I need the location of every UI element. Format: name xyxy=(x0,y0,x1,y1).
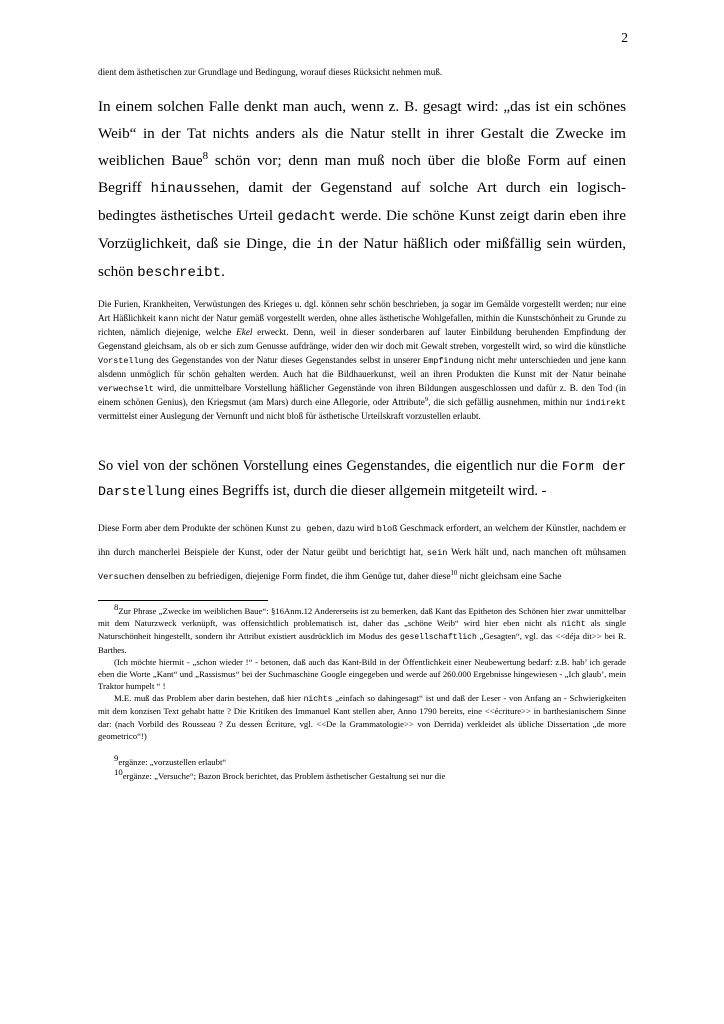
note1-italic-ekel: Ekel xyxy=(236,326,253,337)
footnote-8-mono-gesellschaftlich: gesellschaftlich xyxy=(399,633,477,643)
note-paragraph-2 xyxy=(98,518,626,590)
main-p1-part-a: In einem solchen Falle denkt man auch, wenn z. B. gesagt wird: „das ist ein schönes Weib“ in der Tat nichts anders als die Natur stellt in ihrer Gestalt die Zwecke im weiblichen Baue xyxy=(98,98,626,170)
footnote-ref-9[interactable]: 9 xyxy=(424,395,429,403)
note1-part-d: des Gegenstandes von der Natur dieses Gegenstandes selbst in unserer xyxy=(153,354,424,365)
footnote-separator xyxy=(98,600,268,601)
main-paragraph-1 xyxy=(98,93,626,286)
footnote-8-p3-mono-nichts: nichts xyxy=(303,695,333,705)
note1-part-h: vermittelst einer Auslegung der Vernunft und nicht bloß für ästhetische Urteilskraft vorzustellen erlaubt. xyxy=(98,410,481,421)
note1-part-b: nicht der Natur gemäß vorgestellt werden, ohne alles ästhetische Wohlgefallen, mithin die Kunstschönheit zu Grunde zu richten, nämlich diejenige, welche xyxy=(98,312,627,337)
page-number: 2 xyxy=(621,30,628,45)
main-p2-part-b: eines Begriffs ist, durch die dieser allgemein mitgeteilt wird. - xyxy=(185,482,547,499)
main-p1-part-e: der Natur häßlich oder mißfällig sein würden, schön xyxy=(98,234,626,280)
main-p1-mono-hinaus: hinaus xyxy=(150,181,201,198)
footnote-8-part-b: als single Naturschönheit hingestellt, sondern ihr Attribut existiert ausdrücklich im Modus des xyxy=(98,618,627,642)
main-p1-mono-gedacht: gedacht xyxy=(277,209,337,226)
main-p1-part-b: schön vor; denn man muß noch über die bloße Form auf einen Begriff xyxy=(98,152,626,197)
note2-part-d: Werk hält und, nach manchen oft mühsamen xyxy=(447,548,626,559)
footnote-ref-8[interactable]: 8 xyxy=(202,150,209,163)
footnote-9-mark: 9 xyxy=(114,753,119,764)
footnote-8-p3-part-a: M.E. muß das Problem aber darin bestehen, daß hier xyxy=(114,693,304,704)
main-p2-part-a: So viel von der schönen Vorstellung eines Gegenstandes, die eigentlich nur die xyxy=(98,457,562,474)
note2-part-c: Geschmack erfordert, an welchem der Künstler, nachdem er ihn durch mancherlei Beispiele der Kunst, oder der Natur geübt und berichtigt hat, xyxy=(98,524,626,559)
footnote-8-mark: 8 xyxy=(114,602,119,613)
footnote-10 xyxy=(98,767,626,782)
note1-part-e: nicht mehr unterschieden und jene kann alsdenn unmöglich für schön gehalten werden. Auch hat die Bildhauerkunst, weil an ihren Produkten die Kunst mit der Natur beinahe xyxy=(98,354,626,379)
footnote-10-text: ergänze: „Versuche“; Bazon Brock berichtet, das Problem ästhetischer Gestaltung sei nur die xyxy=(122,771,446,782)
note2-mono-bloss: bloß xyxy=(376,524,398,535)
footnote-8-part-c: „Gesagten“, vgl. das <<déja dit>> bei R. Barthes. xyxy=(98,631,626,655)
note2-part-b: , dazu wird xyxy=(332,524,377,535)
note1-mono-verwechselt: verwechselt xyxy=(98,383,154,394)
note2-part-a: Diese Form aber dem Produkte der schönen Kunst xyxy=(98,524,291,535)
note2-mono-zu-geben: zu geben xyxy=(290,524,333,535)
note1-part-f: wird, die unmittelbare Vorstellung häßlicher Gegenstände von ihren Bildungen ausgeschlossen und dafür z. B. den Tod (in einem schönen Genius), den Kriegsmut (am Mars) durch eine Allegorie, oder Attribute xyxy=(98,382,626,407)
footnote-8-paragraph-3 xyxy=(98,692,626,742)
note2-mono-sein: sein xyxy=(426,548,448,559)
footnote-8 xyxy=(98,602,627,656)
footnote-9 xyxy=(98,753,626,768)
main-p1-mono-in: in xyxy=(316,236,333,253)
note1-part-c: erweckt. Denn, weil in dieser sonderbaren auf lauter Einbildung beruhenden Empfindung der Gegenstand gleichsam, als ob er sich zum Genusse aufdränge, wider den wir doch mit Gewalt streben, vorgestellt wird, so wird die künstliche xyxy=(98,326,626,351)
footnote-block xyxy=(98,602,627,782)
note-paragraph-1 xyxy=(98,298,626,424)
note1-part-a: Die Furien, Krankheiten, Verwüstungen des Krieges u. dgl. können sehr schön beschrieben, ja sogar im Gemälde vorgestellt werden; nur eine Art Häßlichkeit xyxy=(98,298,626,323)
footnote-8-part-a: Zur Phrase „Zwecke im weiblichen Baue“: §16Anm.12 Andererseits ist zu bemerken, daß Kant das Epitheton des Schönen hier zwar unmittelbar mit dem Naturzweck verknüpft, was offensichtlich problematisch ist, daher das „schöne Weib“ wird hier eben nicht als xyxy=(98,605,626,629)
main-p2-mono-form-der-darstellung: Form der Darstellung xyxy=(98,458,626,499)
note2-part-f: nicht gleichsam eine Sache xyxy=(457,572,562,582)
footnote-8-p3-part-b: „einfach so dahingesagt“ ist und daß der Leser - von Anfang an - Schwierigkeiten mit dem konzisen Text gehabt hatte ? Die Kritiken des Immanuel Kant stellen aber, Anno 1790 bereits, eine <<écriture>> in barthesianischem Sinne dar: (nach Vorbild des Rousseau ? Zu dessen Écriture, vgl. <<De la Grammatologie>> von Derrida) verkleidet als übliche Dissertation „de more geometrico“!) xyxy=(98,693,626,741)
footnote-8-paragraph-2: (Ich möchte hiermit - „schon wieder !“ - betonen, daß auch das Kant-Bild in der Öffentlichkeit einer Neubewertung bedarf: z.B. hab’ ich gerade eben die Worte „Kant“ und „Rassismus“ bei der Suchmaschine Google eingegeben und werde auf 260.000 Ergebnisse hingewiesen - „Ich glaub’, mein Traktor humpelt “ ! xyxy=(98,656,626,692)
note1-mono-indirekt: indirekt xyxy=(585,397,626,408)
footnote-9-text: ergänze: „vorzustellen erlaubt“ xyxy=(118,756,227,767)
footnote-8-mono-nicht: nicht xyxy=(561,620,586,630)
page-content xyxy=(98,66,626,782)
main-p1-part-f: . xyxy=(221,262,225,280)
main-p1-part-d: werde. Die schöne Kunst zeigt darin eben ihre Vorzüglichkeit, daß sie Dinge, die xyxy=(98,207,626,252)
note2-part-e: denselben zu befriedigen, diejenige Form findet, die ihm Genüge tut, daher diese xyxy=(144,572,451,582)
note1-part-g: , die sich gefällig ausnehmen, mithin nur xyxy=(428,396,586,407)
footnote-10-mark: 10 xyxy=(114,767,123,778)
lead-paragraph: dient dem ästhetischen zur Grundlage und Bedingung, worauf dieses Rücksicht nehmen muß. xyxy=(98,67,443,77)
note1-mono-vorstellung: Vorstellung xyxy=(98,355,154,366)
main-p1-part-c: sehen, damit der Gegenstand auf solche Art durch ein logisch-bedingtes ästhetisches Urteil xyxy=(98,179,626,225)
footnote-ref-10[interactable]: 10 xyxy=(450,569,458,577)
main-p1-mono-beschreibt: beschreibt xyxy=(137,264,222,281)
note1-mono-kann: kann xyxy=(158,313,179,324)
note2-mono-versuchen: Versuchen xyxy=(98,572,145,582)
note1-mono-empfindung: Empfindung xyxy=(423,355,474,366)
main-paragraph-2 xyxy=(98,454,626,504)
